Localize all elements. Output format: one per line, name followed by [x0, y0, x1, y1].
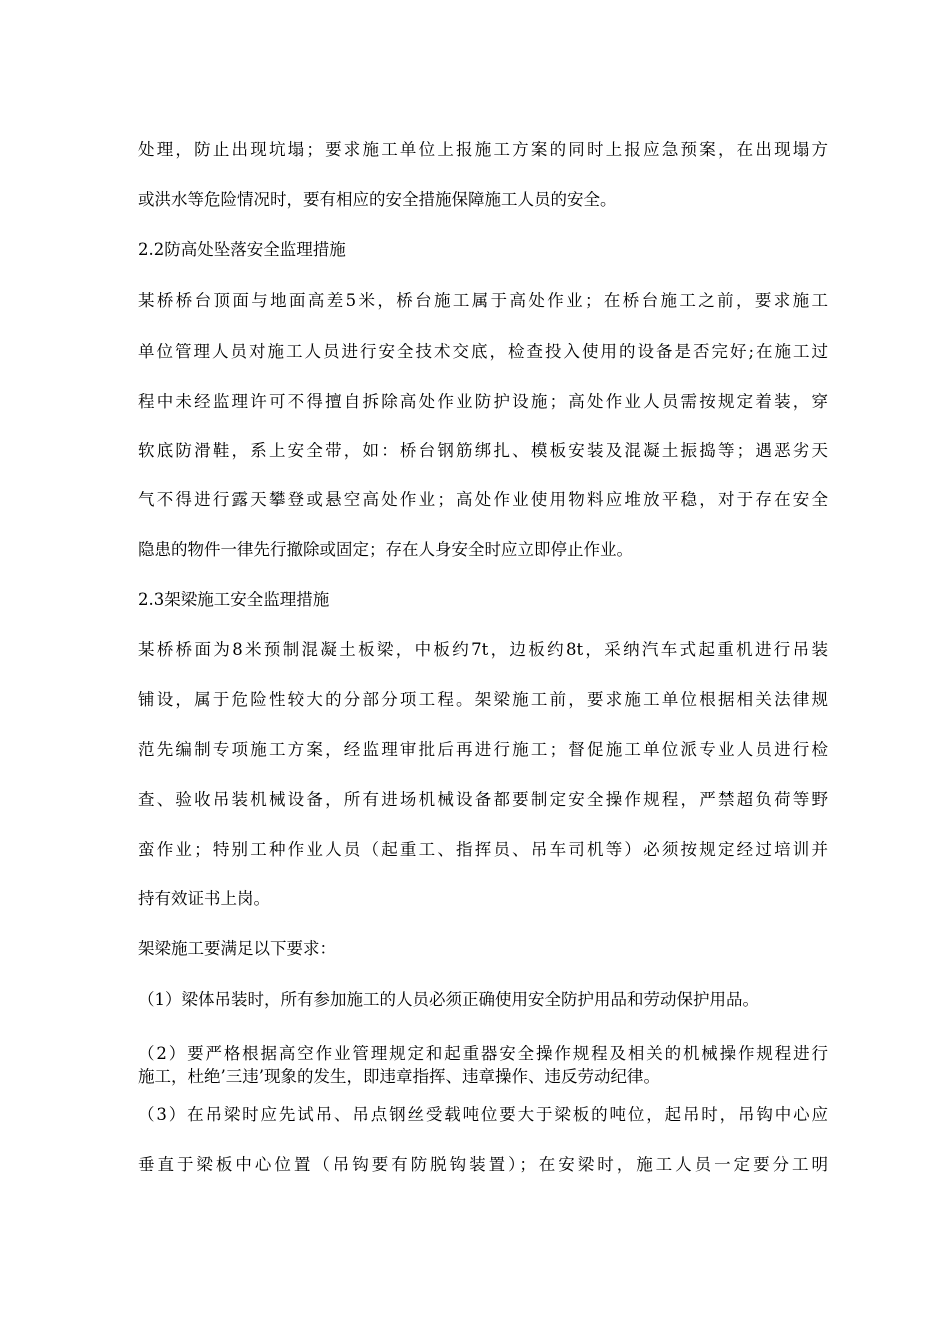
- paragraph-line: 持有效证书上岗。: [138, 889, 270, 908]
- section-heading: 2.3架梁施工安全监理措施: [138, 590, 330, 609]
- paragraph-line: 或洪水等危险情况时，要有相应的安全措施保障施工人员的安全。: [138, 190, 617, 209]
- paragraph-line: 查、验收吊装机械设备，所有进场机械设备都要制定安全操作规程，严禁超负荷等野: [138, 790, 828, 809]
- paragraph-line: 某桥桥台顶面与地面高差5米，桥台施工属于高处作业；在桥台施工之前，要求施工: [138, 291, 828, 310]
- paragraph-line: 软底防滑鞋，系上安全带，如：桥台钢筋绑扎、模板安装及混凝土振捣等；遇恶劣天: [138, 441, 828, 460]
- paragraph-line: 单位管理人员对施工人员进行安全技术交底，检查投入使用的设备是否完好;在施工过: [138, 342, 828, 361]
- list-item: （2）要严格根据高空作业管理规定和起重器安全操作规程及相关的机械操作规程进行: [138, 1044, 828, 1063]
- list-item: 施工，杜绝’三违’现象的发生，即违章指挥、违章操作、违反劳动纪律。: [138, 1067, 660, 1086]
- list-item: （3）在吊梁时应先试吊、吊点钢丝受载吨位要大于梁板的吨位，起吊时，吊钩中心应: [138, 1105, 828, 1124]
- paragraph-line: 气不得进行露天攀登或悬空高处作业；高处作业使用物料应堆放平稳，对于存在安全: [138, 490, 828, 509]
- list-item: （1）梁体吊装时，所有参加施工的人员必须正确使用安全防护用品和劳动保护用品。: [138, 990, 759, 1009]
- list-item: 垂直于梁板中心位置（吊钩要有防脱钩装置）；在安梁时，施工人员一定要分工明: [138, 1155, 828, 1174]
- paragraph-line: 范先编制专项施工方案，经监理审批后再进行施工；督促施工单位派专业人员进行检: [138, 740, 828, 759]
- paragraph-line: 蛮作业；特别工种作业人员（起重工、指挥员、吊车司机等）必须按规定经过培训并: [138, 840, 828, 859]
- section-heading: 2.2防高处坠落安全监理措施: [138, 240, 346, 259]
- paragraph-line: 程中未经监理许可不得擅自拆除高处作业防护设施；高处作业人员需按规定着装，穿: [138, 392, 828, 411]
- paragraph-line: 处理，防止出现坑塌；要求施工单位上报施工方案的同时上报应急预案，在出现塌方: [138, 140, 828, 159]
- paragraph-line: 某桥桥面为8米预制混凝土板梁，中板约7t，边板约8t，采纳汽车式起重机进行吊装: [138, 640, 828, 659]
- paragraph-line: 隐患的物件一律先行撤除或固定；存在人身安全时应立即停止作业。: [138, 540, 633, 559]
- paragraph-line: 铺设，属于危险性较大的分部分项工程。架梁施工前，要求施工单位根据相关法律规: [138, 690, 828, 709]
- requirements-intro: 架梁施工要满足以下要求：: [138, 939, 336, 958]
